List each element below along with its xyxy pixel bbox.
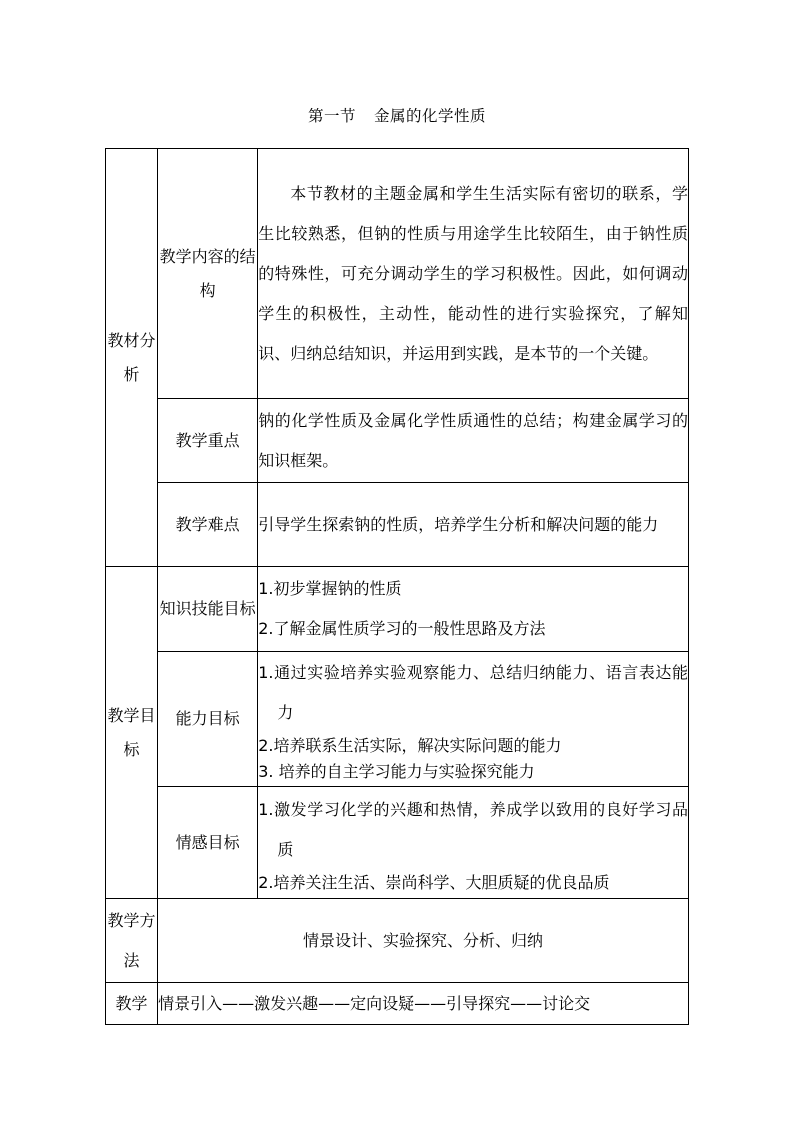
- knowledge-goal-list: [258, 567, 689, 652]
- list-item: 1.通过实验培养实验观察能力、总结归纳能力、语言表达能力: [258, 663, 688, 722]
- ability-goal-label: 能力目标: [158, 652, 258, 787]
- list-item: 2.培养联系生活实际，解决实际问题的能力: [258, 736, 562, 755]
- title-topic: 金属的化学性质: [374, 107, 487, 125]
- table-row: [106, 567, 689, 652]
- content-structure-label: 教学内容的结构: [158, 149, 258, 399]
- content-structure-text: 本节教材的主题金属和学生生活实际有密切的联系，学生比较熟悉，但钠的性质与用途学生比较陌生，由于钠性质的特殊性，可充分调动学生的学习积极性。因此，如何调动学生的积极性，主动性，能动性的进行实验探究，了解知识、归纳总结知识，并运用到实践，是本节的一个关键。: [258, 149, 689, 399]
- table-row: [106, 149, 689, 399]
- title-section-number: 第一节: [307, 107, 356, 125]
- key-points-label: 教学重点: [158, 399, 258, 483]
- table-row: [106, 652, 689, 787]
- lesson-plan-table: [105, 148, 689, 1025]
- teaching-process-text: 情景引入——激发兴趣——定向设疑——引导探究——讨论交: [158, 983, 689, 1025]
- knowledge-goal-label: 知识技能目标: [158, 567, 258, 652]
- list-item: 1.激发学习化学的兴趣和热情，养成学以致用的良好学习品质: [258, 799, 688, 859]
- list-item: 2.培养关注生活、崇尚科学、大胆质疑的优良品质: [258, 872, 610, 892]
- list-item: 3. 培养的自主学习能力与实验探究能力: [258, 762, 535, 781]
- table-row: [106, 787, 689, 899]
- teaching-method-section-label: 教学方法: [106, 899, 158, 983]
- emotion-goal-label: 情感目标: [158, 787, 258, 899]
- key-points-text: 钠的化学性质及金属化学性质通性的总结；构建金属学习的知识框架。: [258, 399, 689, 483]
- table-row: [106, 899, 689, 983]
- list-item: 2.了解金属性质学习的一般性思路及方法: [258, 619, 546, 638]
- teaching-process-section-label: 教学: [106, 983, 158, 1025]
- material-analysis-section-label: 教材分析: [106, 149, 158, 567]
- teaching-goals-section-label: 教学目标: [106, 567, 158, 899]
- emotion-goal-list: [258, 787, 689, 899]
- teaching-method-text: 情景设计、实验探究、分析、归纳: [158, 899, 689, 983]
- difficult-points-text: 引导学生探索钠的性质，培养学生分析和解决问题的能力: [258, 483, 689, 567]
- difficult-points-label: 教学难点: [158, 483, 258, 567]
- list-item: 1.初步掌握钠的性质: [258, 579, 402, 598]
- page-title: [0, 104, 794, 126]
- table-row: [106, 983, 689, 1025]
- ability-goal-list: [258, 652, 689, 787]
- table-row: [106, 399, 689, 483]
- table-row: [106, 483, 689, 567]
